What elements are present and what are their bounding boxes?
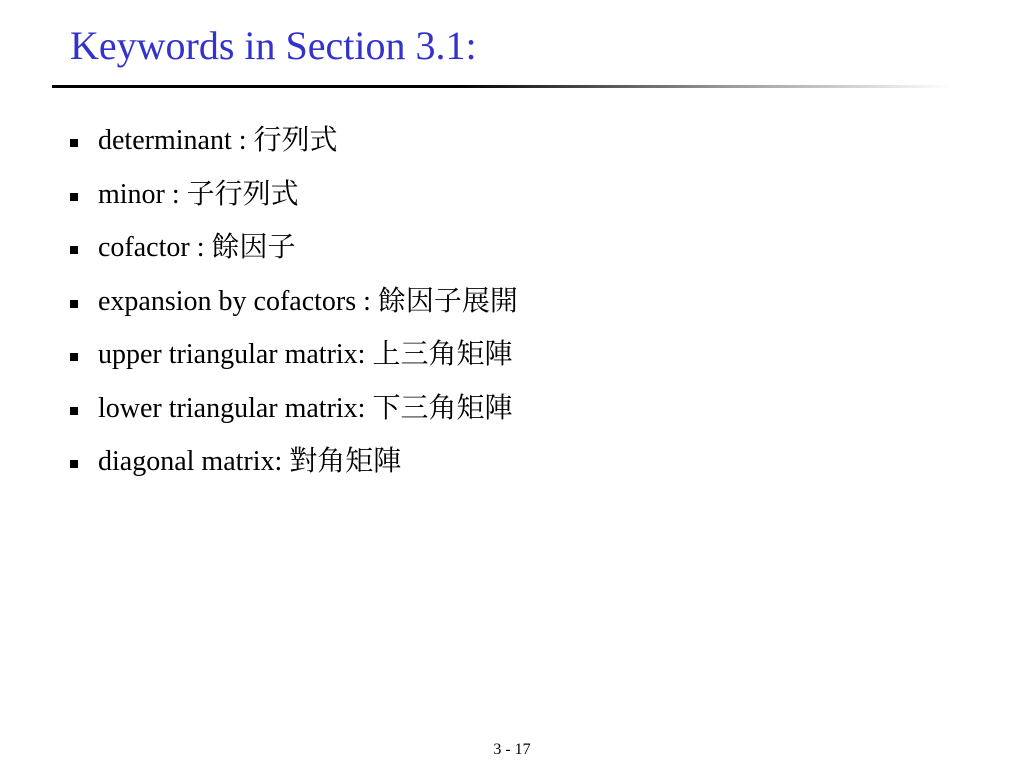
- square-bullet-icon: [70, 300, 78, 308]
- keyword-text: minor : 子行列式: [98, 178, 299, 210]
- list-item: [70, 388, 518, 442]
- keyword-text: cofactor : 餘因子: [98, 232, 296, 263]
- square-bullet-icon: [70, 246, 78, 254]
- title-underline-divider: [52, 85, 952, 88]
- list-item: [70, 174, 518, 228]
- keyword-list: [70, 120, 518, 495]
- square-bullet-icon: [70, 460, 78, 468]
- list-item: [70, 227, 518, 281]
- slide-title: Keywords in Section 3.1:: [70, 23, 477, 68]
- square-bullet-icon: [70, 193, 78, 201]
- list-item: [70, 120, 518, 174]
- keyword-text: upper triangular matrix: 上三角矩陣: [98, 339, 513, 370]
- list-item: [70, 441, 518, 495]
- keyword-text: diagonal matrix: 對角矩陣: [98, 446, 402, 477]
- list-item: [70, 281, 518, 335]
- keyword-text: expansion by cofactors : 餘因子展開: [98, 285, 518, 317]
- list-item: [70, 334, 518, 388]
- square-bullet-icon: [70, 353, 78, 361]
- keyword-text: determinant : 行列式: [98, 125, 338, 156]
- square-bullet-icon: [70, 407, 78, 415]
- keyword-text: lower triangular matrix: 下三角矩陣: [98, 392, 513, 424]
- square-bullet-icon: [70, 139, 78, 147]
- page-number: 3 - 17: [493, 741, 531, 758]
